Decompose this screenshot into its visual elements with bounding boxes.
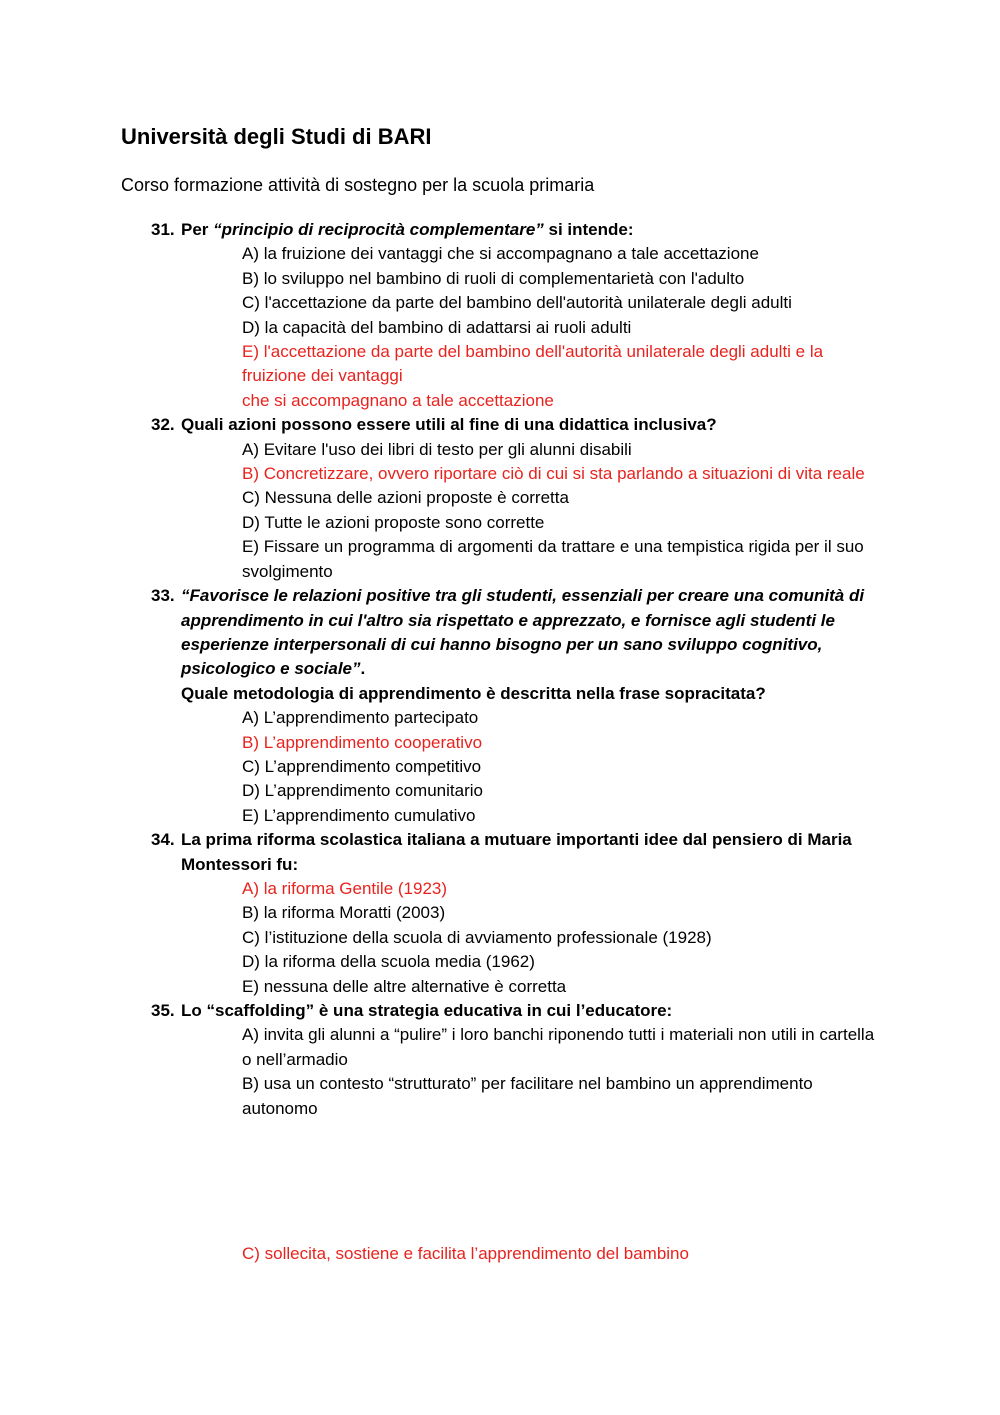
answer-option-e: E) Fissare un programma di argomenti da trattare e una tempistica rigida per il suo svolgimento (242, 537, 864, 581)
answer-option-c: C) L’apprendimento competitivo (242, 756, 482, 776)
answer-option-e: E) nessuna delle altre alternative è corretta (242, 976, 567, 996)
question-34-heading (151, 828, 891, 877)
question-number: 35. (151, 1001, 175, 1020)
answer-options (242, 1023, 887, 1121)
answer-option-e-correct: E) l'accettazione da parte del bambino dell'autorità unilaterale degli adulti e la fruizione dei vantaggi (242, 342, 824, 386)
answer-option-a: A) la fruizione dei vantaggi che si accompagnano a tale accettazione (242, 244, 759, 264)
question-text: Quali azioni possono essere utili al fine di una didattica inclusiva? (181, 415, 717, 435)
question-quote: “Favorisce le relazioni positive tra gli studenti, essenziali per creare una comunità di apprendimento in cui l'altro sia rispettato e apprezzato, e fornisce agli studenti le esperienze interpersonali di cui hanno bisogno per un sano sviluppo cognitivo, psicologico e sociale” (181, 586, 865, 679)
question-32 (151, 413, 891, 584)
answer-option-e-continuation: che si accompagnano a tale accettazione (242, 390, 554, 410)
question-text-post: . (360, 659, 366, 679)
answer-option-c: C) Nessuna delle azioni proposte è corretta (242, 488, 569, 508)
question-text (181, 218, 891, 242)
answer-option-c: C) l’istituzione della scuola di avviamento professionale (1928) (242, 927, 712, 947)
question-prompt: Quale metodologia di apprendimento è descritta nella frase sopracitata? (181, 683, 766, 703)
question-number: 33. (151, 586, 175, 606)
answer-option-b-correct: B) L’apprendimento cooperativo (242, 732, 483, 752)
question-33-heading (151, 584, 891, 682)
question-31 (151, 218, 891, 413)
course-subtitle: Corso formazione attività di sostegno per la scuola primaria (121, 175, 595, 195)
answer-option-b-correct: B) Concretizzare, ovvero riportare ciò di cui si sta parlando a situazioni di vita reale (242, 464, 865, 484)
question-text-post: si intende: (543, 220, 634, 239)
answer-options (242, 706, 887, 828)
answer-option-a: A) invita gli alunni a “pulire” i loro banchi riponendo tutti i materiali non utili in cartella o nell’armadio (242, 1025, 875, 1069)
question-32-heading (151, 413, 891, 437)
question-35 (151, 999, 891, 1121)
question-34 (151, 828, 891, 999)
answer-option-c-correct: C) sollecita, sostiene e facilita l’apprendimento del bambino (242, 1244, 689, 1263)
question-31-heading (151, 218, 891, 242)
answer-option-d: D) la capacità del bambino di adattarsi ai ruoli adulti (242, 317, 632, 337)
question-list (151, 218, 891, 1121)
answer-option-b: B) lo sviluppo nel bambino di ruoli di complementarietà con l'adulto (242, 268, 745, 288)
answer-option-e: E) L’apprendimento cumulativo (242, 805, 476, 825)
question-text: Lo “scaffolding” è una strategia educativa in cui l’educatore: (181, 1001, 673, 1020)
page-title: Università degli Studi di BARI (121, 124, 432, 149)
question-quote: “principio di reciprocità complementare” (213, 220, 544, 239)
question-text (181, 584, 891, 682)
question-text: La prima riforma scolastica italiana a mutuare importanti idee dal pensiero di Maria Montessori fu: (181, 830, 852, 874)
answer-options (242, 438, 887, 584)
answer-option-b: B) la riforma Moratti (2003) (242, 903, 446, 923)
answer-options (242, 242, 887, 413)
question-text-pre: Per (181, 220, 214, 239)
answer-option-a-correct: A) la riforma Gentile (1923) (242, 878, 448, 898)
answer-options (242, 877, 887, 999)
answer-option-b: B) usa un contesto “strutturato” per facilitare nel bambino un apprendimento autonomo (242, 1074, 813, 1118)
question-33 (151, 584, 891, 828)
question-number: 32. (151, 415, 175, 435)
question-number: 31. (151, 220, 175, 239)
answer-option-d: D) L’apprendimento comunitario (242, 781, 483, 801)
answer-option-a: A) L’apprendimento partecipato (242, 708, 479, 728)
answer-option-a: A) Evitare l'uso dei libri di testo per gli alunni disabili (242, 439, 632, 459)
answer-option-c: C) l'accettazione da parte del bambino dell'autorità unilaterale degli adulti (242, 293, 792, 313)
question-number: 34. (151, 830, 175, 850)
answer-option-d: D) Tutte le azioni proposte sono corrette (242, 512, 545, 532)
question-35-heading (151, 999, 891, 1023)
answer-option-d: D) la riforma della scuola media (1962) (242, 952, 535, 972)
